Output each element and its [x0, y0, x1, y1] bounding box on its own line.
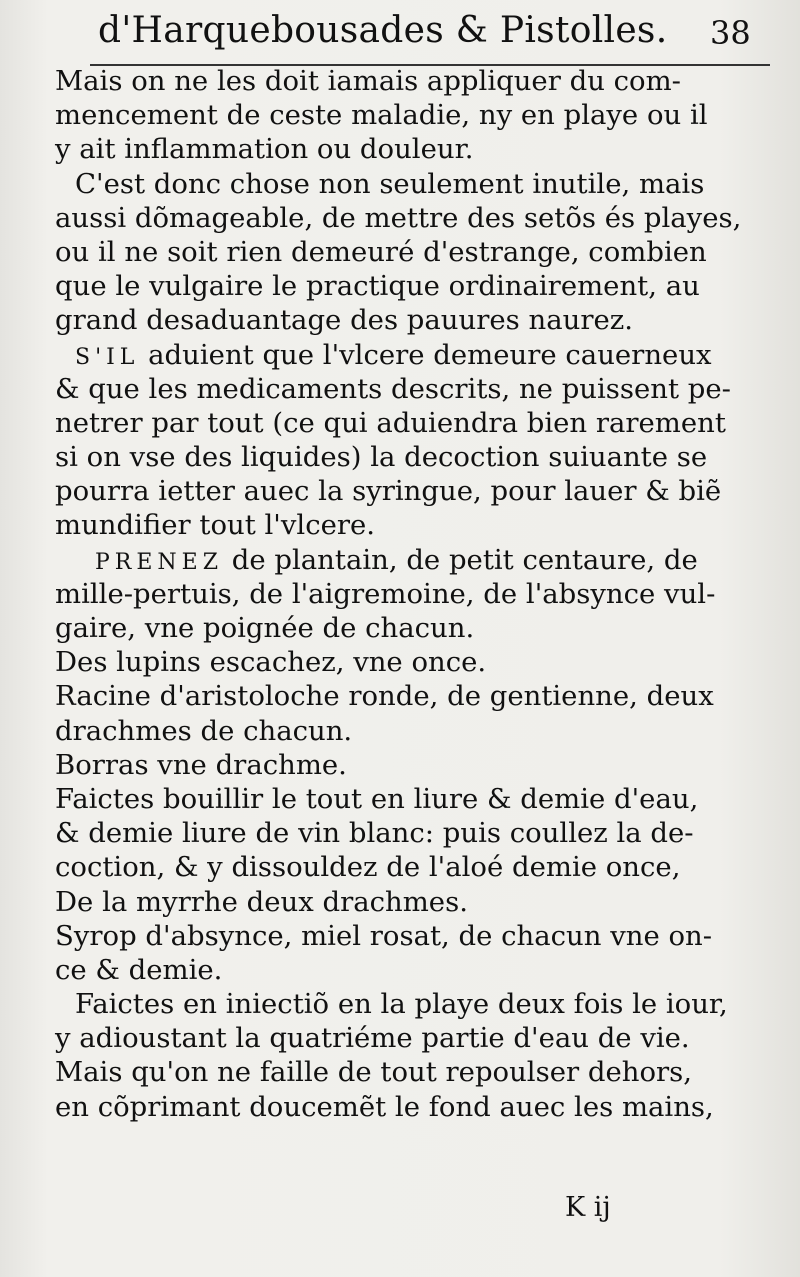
page-number: 38 [710, 14, 751, 52]
text-line: Faictes bouillir le tout en liure & demie d'eau, [55, 782, 699, 815]
text-block [55, 64, 755, 1124]
text-line: Mais on ne les doit iamais appliquer du com- [55, 65, 681, 97]
text-line: gaire, vne poignée de chacun. [55, 612, 475, 644]
text-line: coction, & y dissouldez de l'aloé demie once, [55, 851, 681, 884]
text-line [55, 338, 755, 372]
text-line: De la myrrhe deux drachmes. [55, 885, 468, 918]
text-line: mille-pertuis, de l'aigremoine, de l'absynce vul- [55, 577, 716, 610]
text-line: & demie liure de vin blanc: puis coullez la de- [55, 817, 694, 850]
small-caps-lead: PRENEZ [95, 549, 224, 575]
text-line: mundifier tout l'vlcere. [55, 509, 376, 542]
text-line: ou il ne soit rien demeuré d'estrange, combien [55, 235, 707, 268]
text-line: Racine d'aristoloche ronde, de gentienne, deux [55, 680, 714, 713]
text-line: netrer par tout (ce qui aduiendra bien rarement [55, 406, 726, 439]
text-line: & que les medicaments descrits, ne puissent pe- [55, 372, 731, 405]
text-line [55, 543, 755, 577]
text-line: aussi dõmageable, de mettre des setõs és playes, [55, 201, 742, 234]
text-line: y ait inflammation ou douleur. [55, 133, 474, 166]
text-line: ce & demie. [55, 953, 223, 986]
text-line: Faictes en iniectiõ en la playe deux fois le iour, [75, 988, 728, 1021]
text-line: pourra ietter auec la syringue, pour lauer & biẽ [55, 475, 722, 508]
text-line: si on vse des liquides) la decoction suiuante se [55, 441, 708, 474]
text-line: drachmes de chacun. [55, 714, 353, 747]
page-header [90, 6, 780, 64]
text-line: que le vulgaire le practique ordinairement, au [55, 270, 700, 303]
text-line: Des lupins escachez, vne once. [55, 646, 487, 679]
text-line: y adioustant la quatriéme partie d'eau de vie. [55, 1022, 690, 1055]
text-line: Mais qu'on ne faille de tout repoulser dehors, [55, 1056, 693, 1089]
line-remainder: aduient que l'vlcere demeure cauerneux [139, 338, 712, 371]
text-line: Syrop d'absynce, miel rosat, de chacun vne on- [55, 919, 713, 952]
line-remainder: de plantain, de petit centaure, de [223, 543, 698, 576]
text-line: en cõprimant doucemẽt le fond auec les mains, [55, 1090, 714, 1123]
text-line: mencement de ceste maladie, ny en playe ou il [55, 99, 708, 132]
signature-mark: K ij [565, 1192, 611, 1223]
small-caps-lead: S'IL [75, 344, 140, 370]
text-line: Borras vne drachme. [55, 748, 347, 781]
running-title: d'Harquebousades & Pistolles. [98, 10, 668, 51]
text-line: C'est donc chose non seulement inutile, mais [75, 167, 705, 200]
text-line: grand desaduantage des pauures naurez. [55, 304, 633, 337]
